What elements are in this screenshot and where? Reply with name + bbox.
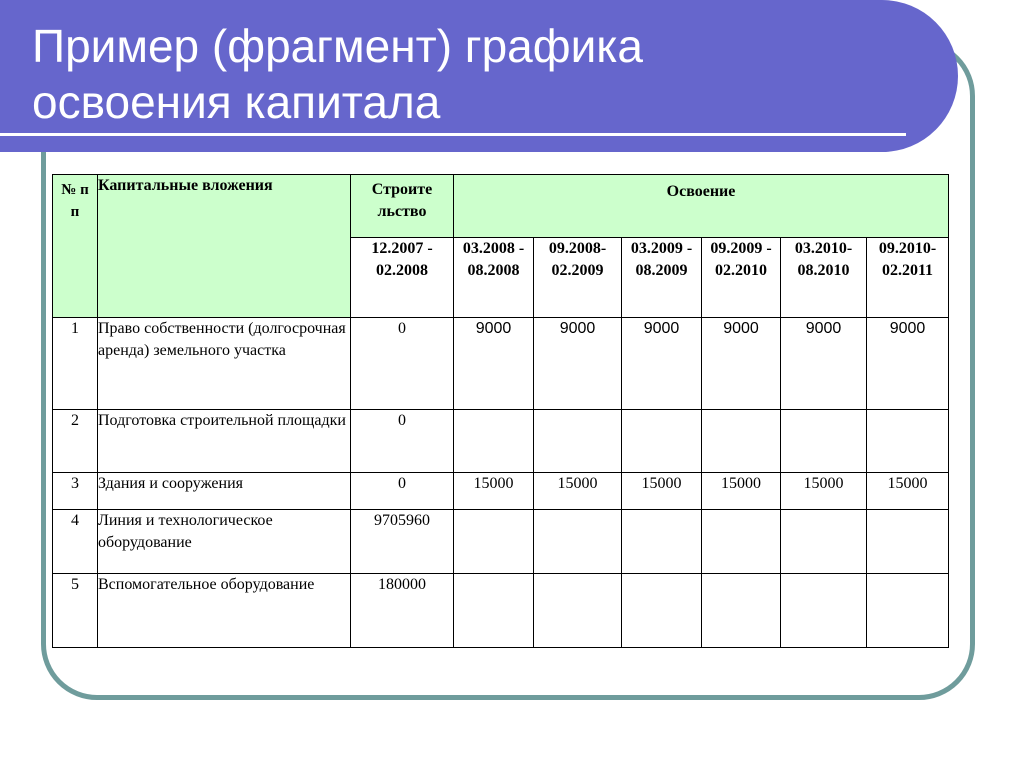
development-value: 9000 (867, 318, 949, 410)
development-value (781, 510, 867, 574)
row-name: Здания и сооружения (98, 473, 351, 510)
row-name: Вспомогательное оборудование (98, 574, 351, 648)
development-value: 9000 (534, 318, 622, 410)
title-underline (0, 133, 906, 136)
period-cell: 09.2009 - 02.2010 (702, 238, 781, 318)
development-value: 15000 (781, 473, 867, 510)
development-value (454, 574, 534, 648)
table-row (53, 410, 949, 473)
construction-period: 12.2007 - 02.2008 (351, 238, 454, 318)
construction-value: 0 (351, 318, 454, 410)
period-cell: 03.2008 - 08.2008 (454, 238, 534, 318)
header-development: Освоение (454, 175, 949, 238)
development-value (867, 410, 949, 473)
table-row (53, 574, 949, 648)
title-line-2: освоения капитала (32, 76, 441, 128)
development-value (781, 574, 867, 648)
development-value (454, 410, 534, 473)
row-number: 2 (53, 410, 98, 473)
development-value: 9000 (622, 318, 702, 410)
development-value: 9000 (781, 318, 867, 410)
row-name: Право собственности (долгосрочная аренда) земельного участка (98, 318, 351, 410)
development-value (622, 510, 702, 574)
period-cell: 09.2010- 02.2011 (867, 238, 949, 318)
development-value (534, 410, 622, 473)
period-cell: 03.2010- 08.2010 (781, 238, 867, 318)
development-value: 15000 (454, 473, 534, 510)
table-row (53, 318, 949, 410)
construction-value: 0 (351, 473, 454, 510)
title-line-1: Пример (фрагмент) графика (32, 20, 644, 72)
construction-value: 180000 (351, 574, 454, 648)
header-investments: Капитальные вложения (98, 175, 351, 318)
development-value: 15000 (534, 473, 622, 510)
table-row (53, 510, 949, 574)
table-row (53, 473, 949, 510)
development-value (867, 510, 949, 574)
development-value (454, 510, 534, 574)
slide-title (32, 18, 912, 130)
capital-schedule-table (52, 174, 949, 648)
development-value: 9000 (702, 318, 781, 410)
header-row (53, 175, 949, 238)
development-value (867, 574, 949, 648)
row-name: Подготовка строительной площадки (98, 410, 351, 473)
development-value (781, 410, 867, 473)
development-value: 15000 (702, 473, 781, 510)
row-number: 3 (53, 473, 98, 510)
development-value: 15000 (867, 473, 949, 510)
row-number: 4 (53, 510, 98, 574)
row-number: 1 (53, 318, 98, 410)
development-value (622, 574, 702, 648)
development-value: 15000 (622, 473, 702, 510)
header-num: № п п (53, 175, 98, 318)
development-value (534, 574, 622, 648)
development-value (702, 510, 781, 574)
development-value (702, 410, 781, 473)
construction-value: 0 (351, 410, 454, 473)
development-value (622, 410, 702, 473)
row-number: 5 (53, 574, 98, 648)
period-cell: 03.2009 - 08.2009 (622, 238, 702, 318)
period-cell: 09.2008- 02.2009 (534, 238, 622, 318)
construction-value: 9705960 (351, 510, 454, 574)
development-value: 9000 (454, 318, 534, 410)
header-construction: Строите льство (351, 175, 454, 238)
row-name: Линия и технологическое оборудование (98, 510, 351, 574)
development-value (702, 574, 781, 648)
development-value (534, 510, 622, 574)
